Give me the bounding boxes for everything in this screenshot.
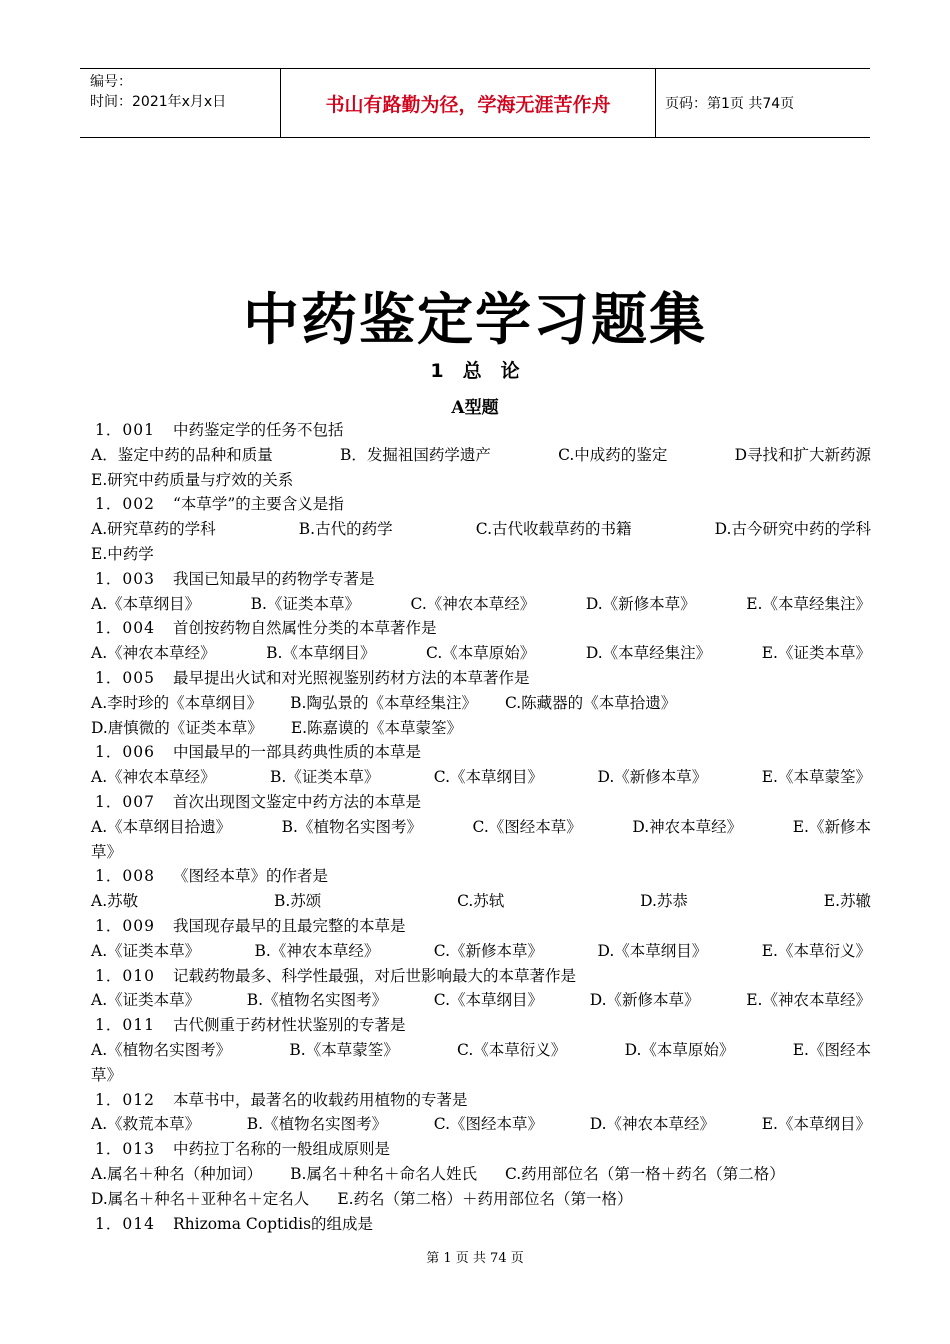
answer-option: E.《本草经集注》 — [746, 594, 871, 613]
answer-option: B.《植物名实图考》 — [246, 991, 388, 1010]
question-number: 1．009 — [95, 916, 155, 935]
header-motto-cell — [280, 69, 656, 137]
answer-option: E.苏辙 — [823, 892, 871, 911]
question-text: 首创按药物自然属性分类的本草著作是 — [172, 619, 437, 638]
answer-option: A.《本草纲目》 — [91, 594, 201, 613]
question-text: 中药拉丁名称的一般组成原则是 — [172, 1140, 390, 1159]
question-text: 最早提出火试和对光照视鉴别药材方法的本草著作是 — [172, 668, 530, 687]
answer-option: 草》 — [91, 1065, 123, 1084]
question-stem — [91, 790, 871, 815]
question-text: 我国已知最早的药物学专著是 — [172, 569, 375, 588]
answer-option: E.《本草衍义》 — [761, 941, 871, 960]
answer-option: B.《植物名实图考》 — [281, 817, 422, 836]
answer-option: E.《新修本 — [792, 817, 871, 836]
option-line — [91, 815, 871, 840]
page-info: 页码：第1页 共74页 — [665, 96, 795, 112]
question-stem — [91, 616, 871, 641]
question-number: 1．008 — [95, 867, 155, 886]
question-text: 古代侧重于药材性状鉴别的专著是 — [172, 1016, 406, 1035]
answer-option: D.《神农本草经》 — [589, 1115, 716, 1134]
option-line — [91, 889, 871, 914]
question-stem — [91, 1137, 871, 1162]
answer-option: C.古代收载草药的书籍 — [475, 520, 632, 539]
question-stem — [91, 666, 871, 691]
question-number: 1．007 — [95, 792, 155, 811]
answer-option: B.《神农本草经》 — [254, 941, 380, 960]
answer-option: E.《图经本 — [792, 1040, 871, 1059]
question-stem — [91, 740, 871, 765]
option-line — [91, 765, 871, 790]
answer-option: C.《图经本草》 — [433, 1115, 544, 1134]
question-stem — [91, 914, 871, 939]
question-number: 1．005 — [95, 668, 155, 687]
answer-option: B.属名＋种名＋命名人姓氏 — [290, 1164, 477, 1183]
question-text: 记载药物最多、科学性最强，对后世影响最大的本草著作是 — [172, 966, 576, 985]
question-number: 1．011 — [95, 1016, 155, 1035]
option-line — [91, 691, 871, 716]
option-line — [91, 1063, 871, 1088]
question-number: 1．002 — [95, 495, 155, 514]
question-text: “本草学”的主要含义是指 — [172, 495, 344, 514]
question-stem — [91, 418, 871, 443]
question-stem — [91, 964, 871, 989]
answer-option: D.《新修本草》 — [597, 768, 708, 787]
answer-option: E.中药学 — [91, 544, 154, 563]
answer-option: C.《本草衍义》 — [457, 1040, 567, 1059]
question-text: 本草书中，最著名的收载药用植物的专著是 — [172, 1090, 468, 1109]
option-line — [91, 443, 871, 468]
question-number: 1．004 — [95, 619, 155, 638]
answer-option: D.《本草纲目》 — [597, 941, 708, 960]
answer-option: B.古代的药学 — [298, 520, 393, 539]
answer-option: A.《本草纲目拾遗》 — [91, 817, 232, 836]
answer-option: E.陈嘉谟的《本草蒙筌》 — [290, 718, 463, 737]
answer-option: A.苏敬 — [91, 892, 139, 911]
document-title: 中药鉴定学习题集 — [243, 288, 707, 353]
option-line — [91, 1038, 871, 1063]
answer-option: D.《本草原始》 — [624, 1040, 735, 1059]
answer-option: A.《证类本草》 — [91, 941, 201, 960]
question-text: 首次出现图文鉴定中药方法的本草是 — [172, 792, 421, 811]
answer-option: D.苏恭 — [640, 892, 688, 911]
answer-option: E.《证类本草》 — [761, 644, 871, 663]
question-number: 1．006 — [95, 743, 155, 762]
question-text: 中国最早的一部具药典性质的本草是 — [172, 743, 421, 762]
answer-option: D.唐慎微的《证类本草》 — [91, 718, 263, 737]
answer-option: A.《神农本草经》 — [91, 644, 216, 663]
question-text: 《图经本草》的作者是 — [172, 867, 328, 886]
option-line — [91, 1187, 871, 1212]
question-text: Rhizoma Coptidis的组成是 — [172, 1214, 374, 1233]
answer-option: D.神农本草经》 — [632, 817, 743, 836]
answer-option: E.研究中药质量与疗效的关系 — [91, 470, 294, 489]
option-line — [91, 517, 871, 542]
answer-option: E.《神农本草经》 — [746, 991, 871, 1010]
question-stem — [91, 1088, 871, 1113]
answer-option: D.属名＋种名＋亚种名＋定名人 — [91, 1189, 310, 1208]
option-line — [91, 939, 871, 964]
answer-option: D.《新修本草》 — [589, 991, 700, 1010]
answer-option: B.《本草纲目》 — [266, 644, 376, 663]
option-line — [91, 468, 871, 493]
option-line — [91, 1112, 871, 1137]
answer-option: A.李时珍的《本草纲目》 — [91, 693, 263, 712]
answer-option: C.《本草纲目》 — [433, 768, 544, 787]
question-stem — [91, 1212, 871, 1237]
answer-option: C.陈藏器的《本草拾遗》 — [504, 693, 677, 712]
answer-option: C.《图经本草》 — [472, 817, 582, 836]
page-footer: 第 1 页 共 74 页 — [426, 1251, 524, 1266]
date-label: 时间：2021年x月x日 — [90, 94, 227, 110]
answer-option: C.《神农本草经》 — [410, 594, 536, 613]
answer-option: E.《本草纲目》 — [761, 1115, 871, 1134]
answer-option: D.《新修本草》 — [585, 594, 696, 613]
question-type-heading: A型题 — [451, 398, 499, 418]
answer-option: A.《证类本草》 — [91, 991, 201, 1010]
code-label: 编号： — [90, 74, 132, 90]
motto: 书山有路勤为径，学海无涯苦作舟 — [325, 93, 611, 116]
answer-option: C.《新修本草》 — [433, 941, 544, 960]
header-right-cell — [655, 69, 870, 137]
document-header — [80, 68, 870, 138]
option-line — [91, 1162, 871, 1187]
answer-option: B.《证类本草》 — [270, 768, 380, 787]
option-line — [91, 840, 871, 865]
option-line — [91, 988, 871, 1013]
answer-option: A.《救荒本草》 — [91, 1115, 201, 1134]
question-stem — [91, 864, 871, 889]
answer-option: A.《植物名实图考》 — [91, 1040, 232, 1059]
answer-option: C.苏轼 — [457, 892, 505, 911]
answer-option: 草》 — [91, 842, 123, 861]
answer-option: A.研究草药的学科 — [91, 520, 216, 539]
question-number: 1．001 — [95, 421, 155, 439]
section-title: 1 总 论 — [430, 360, 520, 382]
question-stem — [91, 567, 871, 592]
answer-option: E.药名（第二格）＋药用部位名（第一格） — [337, 1189, 633, 1208]
question-list — [91, 418, 871, 1236]
answer-option: C.《本草纲目》 — [433, 991, 544, 1010]
answer-option: C.《本草原始》 — [426, 644, 536, 663]
question-text: 我国现存最早的且最完整的本草是 — [172, 916, 406, 935]
option-line — [91, 716, 871, 741]
answer-option: E.《本草蒙筌》 — [761, 768, 871, 787]
question-number: 1．014 — [95, 1214, 155, 1233]
question-number: 1．012 — [95, 1090, 155, 1109]
answer-option: C.中成药的鉴定 — [558, 445, 668, 464]
option-line — [91, 592, 871, 617]
question-number: 1．013 — [95, 1140, 155, 1159]
answer-option: B.《植物名实图考》 — [246, 1115, 388, 1134]
answer-option: B.《证类本草》 — [250, 594, 360, 613]
question-number: 1．003 — [95, 569, 155, 588]
answer-option: A．鉴定中药的品种和质量 — [91, 445, 273, 464]
question-text: 中药鉴定学的任务不包括 — [172, 421, 344, 439]
question-number: 1．010 — [95, 966, 155, 985]
answer-option: D.古今研究中药的学科 — [714, 520, 871, 539]
answer-option: A.属名＋种名（种加词） — [91, 1164, 263, 1183]
answer-option: D寻找和扩大新药源 — [734, 445, 871, 464]
answer-option: C.药用部位名（第一格＋药名（第二格） — [504, 1164, 785, 1183]
answer-option: A.《神农本草经》 — [91, 768, 216, 787]
option-line — [91, 641, 871, 666]
header-left-cell — [80, 69, 280, 137]
answer-option: D.《本草经集注》 — [585, 644, 712, 663]
question-stem — [91, 1013, 871, 1038]
answer-option: B.《本草蒙筌》 — [289, 1040, 399, 1059]
answer-option: B.陶弘景的《本草经集注》 — [290, 693, 477, 712]
answer-option: B．发掘祖国药学遗产 — [339, 445, 491, 464]
option-line — [91, 542, 871, 567]
answer-option: B.苏颂 — [273, 892, 322, 911]
question-stem — [91, 492, 871, 517]
